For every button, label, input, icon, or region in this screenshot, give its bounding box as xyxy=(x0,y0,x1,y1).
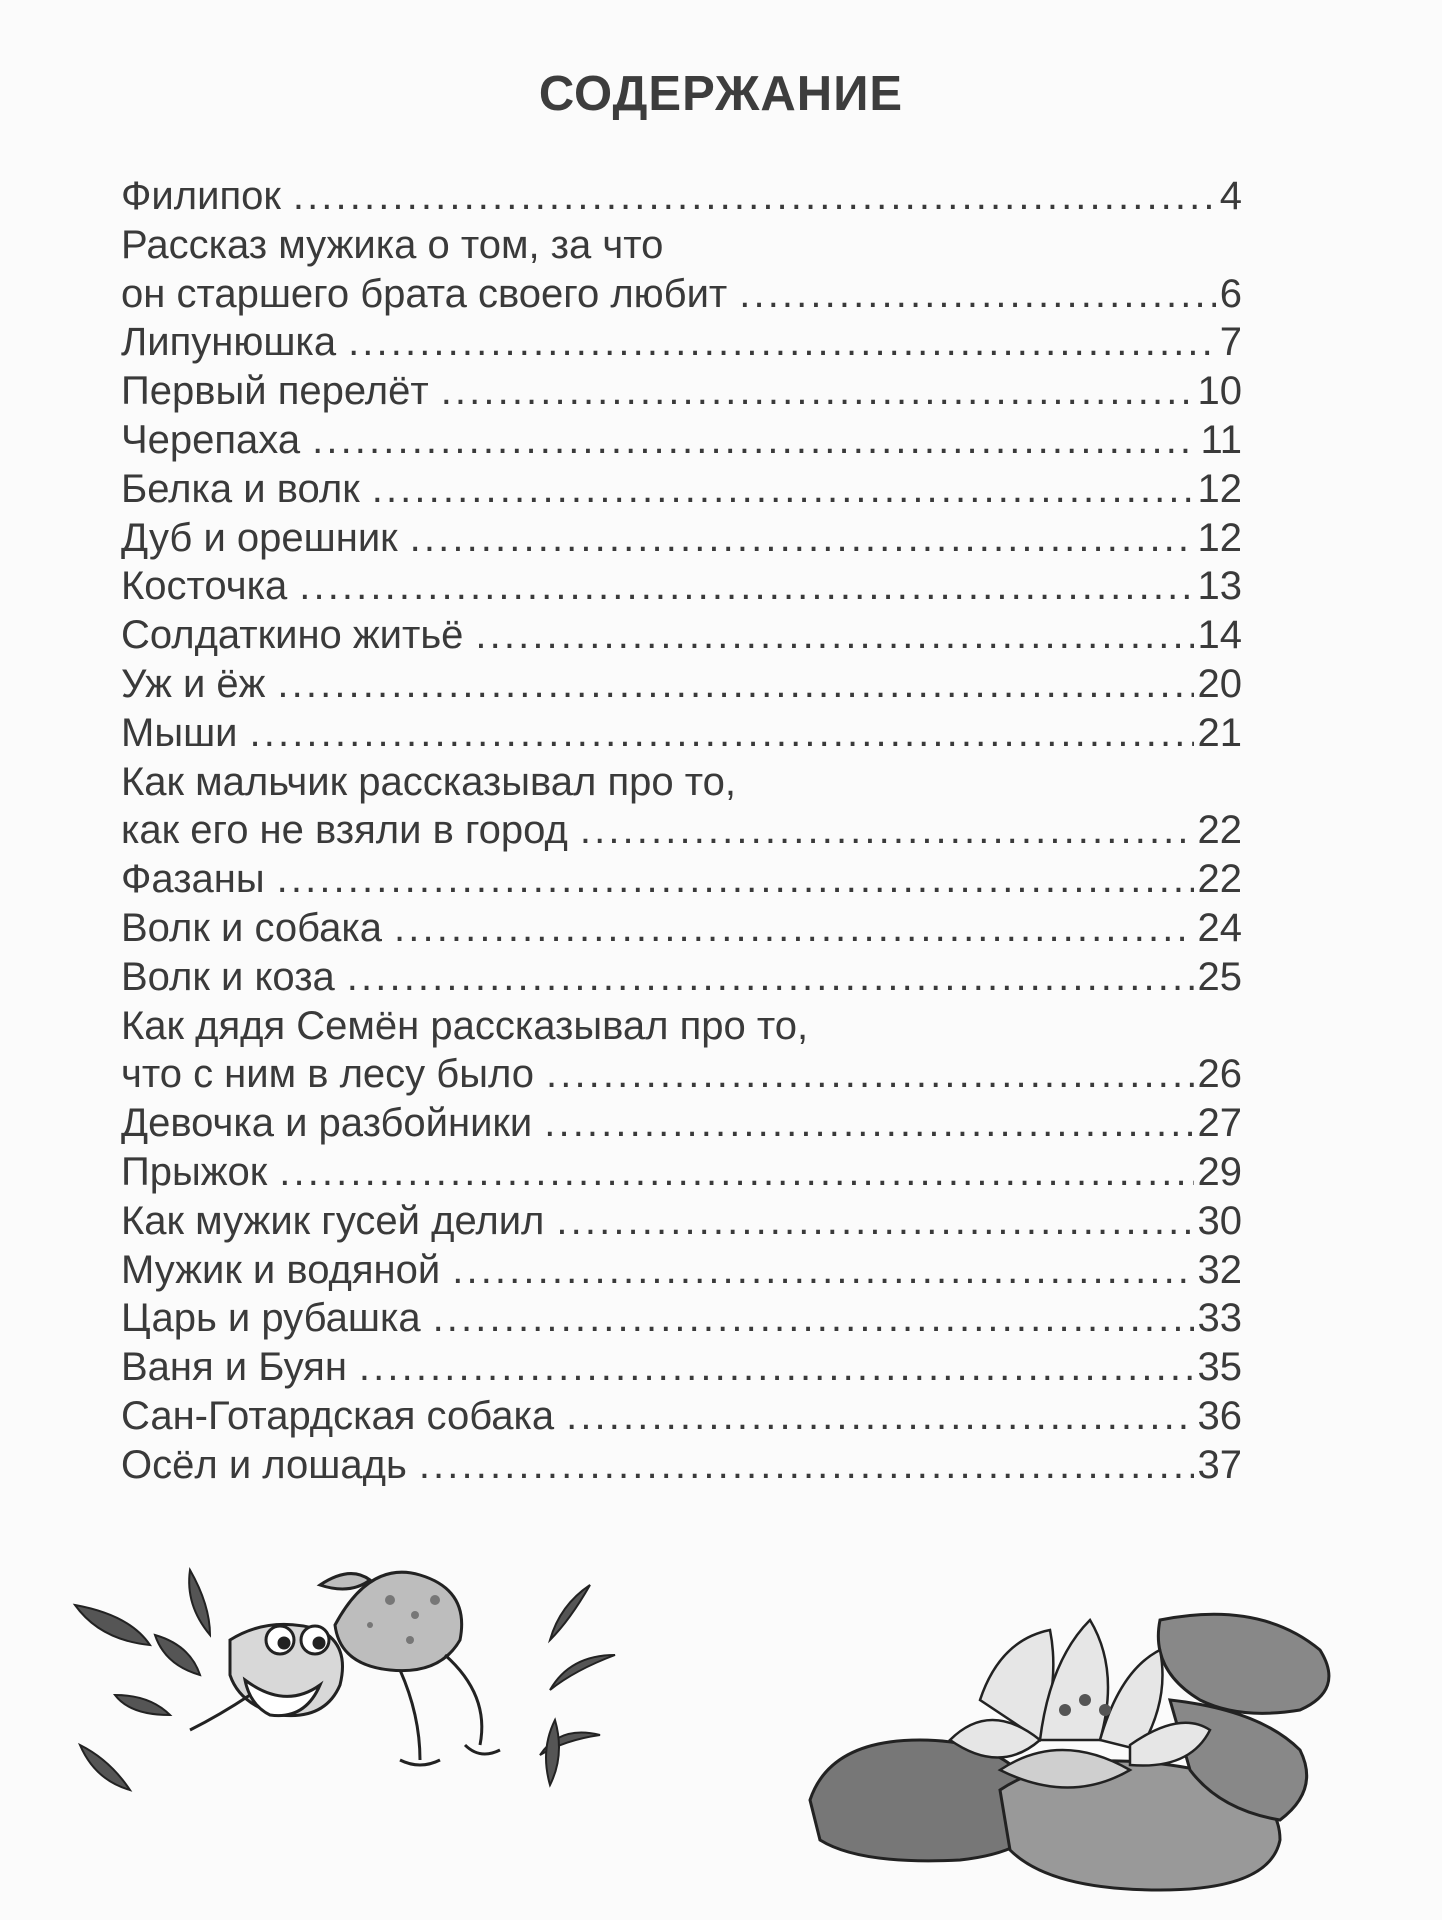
toc-entry-title: Первый перелёт xyxy=(121,369,429,414)
splash-drop xyxy=(550,1655,615,1690)
toc-entry-title: Волк и собака xyxy=(121,905,383,950)
toc-entry-row xyxy=(121,465,1242,514)
toc-entry-title: как его не взяли в город xyxy=(121,808,568,853)
toc-entry xyxy=(121,1392,1242,1441)
toc-entry-title: Мыши xyxy=(121,710,238,755)
splash-drop xyxy=(189,1570,210,1635)
dot-leader xyxy=(299,562,1193,611)
toc-page-number: 12 xyxy=(1197,515,1242,560)
dot-leader xyxy=(580,806,1194,855)
toc-entry xyxy=(121,611,1242,660)
toc-page-number: 21 xyxy=(1197,710,1242,755)
toc-entry xyxy=(121,172,1242,221)
toc-entry xyxy=(121,465,1242,514)
toc-entry-title: Филипок xyxy=(121,174,281,218)
toc-entry-row xyxy=(121,611,1242,660)
toc-page-number: 6 xyxy=(1219,271,1242,316)
toc-entry-row xyxy=(121,270,1242,319)
toc-entry-title: Сан-Готардская собака xyxy=(121,1393,555,1438)
toc-page-number: 22 xyxy=(1197,808,1242,853)
toc-entry xyxy=(121,1246,1242,1295)
dot-leader xyxy=(359,1343,1194,1392)
toc-entry-row xyxy=(121,172,1242,221)
toc-entry-title: Как мальчик рассказывал про то, xyxy=(121,759,736,804)
toc-entry-title: Черепаха xyxy=(121,417,301,462)
toc-entry xyxy=(121,367,1242,416)
splash-drop xyxy=(155,1635,200,1675)
toc-entry xyxy=(121,1343,1242,1392)
toc-entry-row xyxy=(121,1441,1242,1490)
dot-leader xyxy=(250,709,1194,758)
toc-entry-title: Дуб и орешник xyxy=(121,515,398,560)
toc-page-number: 7 xyxy=(1219,320,1242,365)
toc-entry-row xyxy=(121,660,1242,709)
toc-entry-title: Девочка и разбойники xyxy=(121,1101,533,1146)
toc-entry-title: что с ним в лесу было xyxy=(121,1052,534,1097)
toc-entry-row xyxy=(121,1294,1242,1343)
dot-leader xyxy=(441,367,1194,416)
toc-entry xyxy=(121,1441,1242,1490)
toc-page-number: 26 xyxy=(1197,1052,1242,1097)
toc-entry-title: Прыжок xyxy=(121,1149,268,1194)
dot-leader xyxy=(347,953,1194,1002)
toc-page-number: 14 xyxy=(1197,613,1242,658)
toc-entry-title: Осёл и лошадь xyxy=(121,1442,407,1487)
toc-entry xyxy=(121,221,1242,319)
dot-leader xyxy=(419,1441,1194,1490)
dot-leader xyxy=(556,1197,1193,1246)
toc-entry xyxy=(121,1002,1242,1100)
toc-entry xyxy=(121,1294,1242,1343)
toc-entry-title: Рассказ мужика о том, за что xyxy=(121,222,664,267)
toc-entry xyxy=(121,904,1242,953)
frog-leg xyxy=(445,1655,482,1745)
dot-leader xyxy=(410,514,1194,563)
frog-illustration xyxy=(70,1545,630,1810)
dot-leader xyxy=(312,416,1196,465)
toc-entry-row xyxy=(121,1246,1242,1295)
toc-entry-row xyxy=(121,416,1242,465)
toc-page-number: 29 xyxy=(1197,1149,1242,1194)
toc-entry xyxy=(121,953,1242,1002)
toc-entry-row xyxy=(121,806,1242,855)
toc-entry-row xyxy=(121,514,1242,563)
toc-entry-title: Волк и коза xyxy=(121,954,335,999)
toc-entry-title: Солдаткино житьё xyxy=(121,613,464,658)
toc-entry xyxy=(121,514,1242,563)
dot-leader xyxy=(279,1148,1193,1197)
toc-entry-row xyxy=(121,1050,1242,1099)
toc-page-number: 13 xyxy=(1197,564,1242,609)
toc-entry-title: Липунюшка xyxy=(121,320,337,365)
toc-entry-row xyxy=(121,855,1242,904)
table-of-contents xyxy=(121,172,1242,1490)
dot-leader xyxy=(544,1099,1193,1148)
dot-leader xyxy=(546,1050,1194,1099)
toc-page-number: 27 xyxy=(1197,1101,1242,1146)
toc-entry-row xyxy=(121,1343,1242,1392)
toc-entry xyxy=(121,709,1242,758)
toc-entry xyxy=(121,1148,1242,1197)
splash-drop xyxy=(115,1695,170,1715)
toc-entry-title: Белка и волк xyxy=(121,466,360,511)
dot-leader xyxy=(566,1392,1193,1441)
toc-page-number: 20 xyxy=(1197,661,1242,706)
dot-leader xyxy=(739,270,1216,319)
toc-entry-row xyxy=(121,1099,1242,1148)
toc-page-number: 24 xyxy=(1197,905,1242,950)
toc-page-number: 37 xyxy=(1197,1442,1242,1487)
splash-drop xyxy=(550,1585,590,1640)
toc-entry-title: Ваня и Буян xyxy=(121,1345,347,1390)
dot-leader xyxy=(452,1246,1193,1295)
toc-page-number: 12 xyxy=(1197,466,1242,511)
toc-page-number: 36 xyxy=(1197,1393,1242,1438)
toc-entry xyxy=(121,1099,1242,1148)
dot-leader xyxy=(394,904,1193,953)
toc-entry-title: Мужик и водяной xyxy=(121,1247,441,1292)
toc-entry-row xyxy=(121,318,1242,367)
frog-arm xyxy=(190,1695,250,1730)
toc-entry-row xyxy=(121,367,1242,416)
water-lily-illustration xyxy=(800,1590,1360,1900)
toc-entry xyxy=(121,562,1242,611)
dot-leader xyxy=(372,465,1194,514)
toc-entry-title: Уж и ёж xyxy=(121,661,266,706)
toc-entry xyxy=(121,1197,1242,1246)
toc-entry-row xyxy=(121,1148,1242,1197)
toc-entry-row xyxy=(121,904,1242,953)
page-title: СОДЕРЖАНИЕ xyxy=(538,67,904,121)
dot-leader xyxy=(277,660,1193,709)
toc-entry-title: Как мужик гусей делил xyxy=(121,1198,545,1243)
dot-leader xyxy=(293,172,1216,221)
dot-leader xyxy=(348,318,1216,367)
toc-entry-title: Косточка xyxy=(121,564,288,609)
toc-page-number: 32 xyxy=(1197,1247,1242,1292)
toc-entry-row xyxy=(121,562,1242,611)
toc-entry-title: Как дядя Семён рассказывал про то, xyxy=(121,1003,809,1048)
dot-leader xyxy=(475,611,1193,660)
toc-page-number: 22 xyxy=(1197,857,1242,902)
splash-drop xyxy=(80,1745,130,1790)
toc-entry xyxy=(121,758,1242,856)
lily-pad xyxy=(1158,1614,1329,1713)
toc-entry xyxy=(121,855,1242,904)
toc-page-number: 33 xyxy=(1197,1296,1242,1341)
toc-entry xyxy=(121,416,1242,465)
toc-page-number: 30 xyxy=(1197,1198,1242,1243)
toc-entry xyxy=(121,660,1242,709)
toc-entry xyxy=(121,318,1242,367)
toc-entry-row xyxy=(121,1392,1242,1441)
toc-entry-title: Царь и рубашка xyxy=(121,1296,421,1341)
toc-entry-row xyxy=(121,1197,1242,1246)
toc-entry-title: Фазаны xyxy=(121,857,265,902)
toc-page-number: 10 xyxy=(1197,369,1242,414)
toc-entry-title: он старшего брата своего любит xyxy=(121,271,728,316)
dot-leader xyxy=(433,1294,1194,1343)
splash-drop xyxy=(546,1720,559,1785)
toc-page-number: 35 xyxy=(1197,1345,1242,1390)
toc-entry-row xyxy=(121,709,1242,758)
dot-leader xyxy=(277,855,1194,904)
toc-page-number: 25 xyxy=(1197,954,1242,999)
splash-drop xyxy=(75,1605,150,1645)
toc-page-number: 11 xyxy=(1200,417,1242,462)
toc-entry-row xyxy=(121,953,1242,1002)
toc-page-number: 4 xyxy=(1219,174,1242,218)
frog-leg xyxy=(400,1670,420,1760)
